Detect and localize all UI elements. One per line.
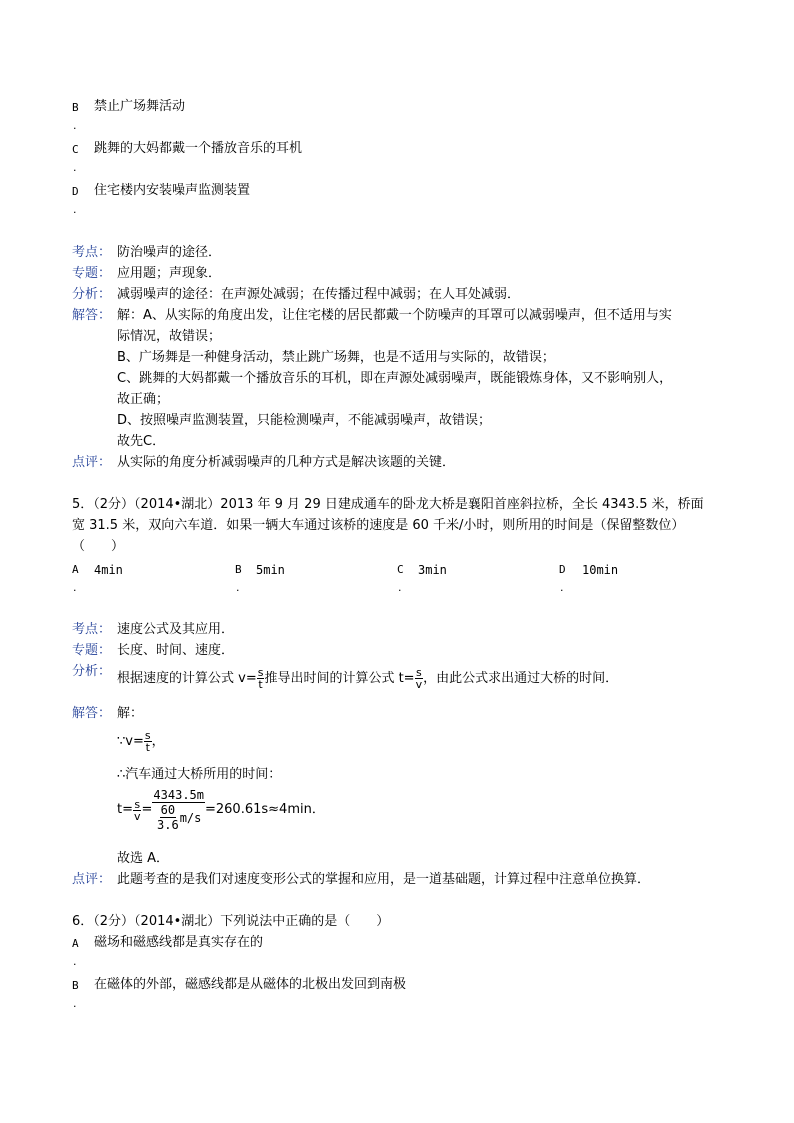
q5-stem-line-1: 5．（2分）（2014•湖北）2013 年 9 月 29 日建成通车的卧龙大桥是襄阳首座斜拉桥，全长 4343.5 米，桥面 bbox=[72, 497, 704, 512]
q4-option-b-text: 禁止广场舞活动 bbox=[94, 99, 186, 114]
q5-fenxi-part-2: 推导出时间的计算公式 t= bbox=[264, 671, 415, 686]
q4-jieda-line-3: B、广场舞是一种健身活动，禁止跳广场舞，也是不适用与实际的，故错误； bbox=[117, 350, 555, 365]
q5-calc-frac-main bbox=[152, 788, 205, 832]
frac-num: s bbox=[144, 729, 151, 742]
q5-calc-den-frac bbox=[156, 803, 180, 832]
q5-fenxi-part-1: 根据速度的计算公式 v= bbox=[117, 671, 257, 686]
q6-option-a-dot: . bbox=[73, 955, 77, 968]
q5-calc-result: =260.61s≈4min． bbox=[205, 802, 325, 817]
frac-den: v bbox=[415, 678, 423, 691]
q4-option-b-letter: B bbox=[72, 101, 79, 114]
q5-calc-prefix: t= bbox=[117, 802, 133, 817]
q5-answer: 故选 A． bbox=[117, 851, 170, 866]
q4-dianping: 从实际的角度分析减弱噪声的几种方式是解决该题的关键． bbox=[117, 455, 456, 470]
q6-option-a-text: 磁场和磁感线都是真实存在的 bbox=[94, 935, 264, 950]
q5-option-d-text: 10min bbox=[582, 563, 619, 577]
q5-dianping: 此题考查的是我们对速度变形公式的掌握和应用，是一道基础题，计算过程中注意单位换算． bbox=[117, 872, 651, 887]
q5-because-text: ∵v= bbox=[117, 734, 144, 749]
q5-therefore: ∴汽车通过大桥所用的时间： bbox=[117, 767, 282, 782]
q4-jieda-line-2: 际情况，故错误； bbox=[117, 329, 222, 344]
q4-option-d-dot: . bbox=[73, 203, 77, 216]
q5-option-d-dot: . bbox=[560, 581, 564, 594]
q4-jieda-label: 解答： bbox=[72, 308, 112, 323]
q4-jieda-line-6: D、按照噪声监测装置，只能检测噪声，不能减弱噪声，故错误； bbox=[117, 413, 492, 428]
q5-option-a-letter: A bbox=[72, 563, 79, 576]
q4-zhuanti: 应用题；声现象． bbox=[117, 266, 222, 281]
q5-option-a-dot: . bbox=[73, 581, 77, 594]
q5-calc-num: 4343.5m bbox=[153, 788, 204, 802]
q4-zhuanti-label: 专题： bbox=[72, 266, 112, 281]
q5-kaodian-label: 考点： bbox=[72, 622, 112, 637]
q5-calc-eq: = bbox=[141, 802, 153, 817]
q5-jieda-label: 解答： bbox=[72, 706, 112, 721]
q4-option-d-letter: D bbox=[72, 185, 79, 198]
q5-option-c-letter: C bbox=[397, 563, 404, 576]
frac-num: 60 bbox=[160, 803, 176, 817]
q4-option-c-text: 跳舞的大妈都戴一个播放音乐的耳机 bbox=[94, 141, 303, 156]
q4-kaodian-label: 考点： bbox=[72, 245, 112, 260]
q6-option-a-letter: A bbox=[72, 937, 79, 950]
q4-jieda-line-5: 故正确； bbox=[117, 392, 170, 407]
q4-jieda-line-1: 解：A、从实际的角度出发，让住宅楼的居民都戴一个防噪声的耳罩可以减弱噪声，但不适用与实 bbox=[117, 308, 672, 323]
q5-fenxi-part-3: ，由此公式求出通过大桥的时间． bbox=[423, 671, 619, 686]
q4-kaodian: 防治噪声的途径． bbox=[117, 245, 222, 260]
q4-option-b-dot: . bbox=[73, 119, 77, 132]
q5-calc-frac-sv bbox=[133, 799, 142, 822]
q5-dianping-label: 点评： bbox=[72, 872, 112, 887]
q5-zhuanti-label: 专题： bbox=[72, 643, 112, 658]
q4-option-c-letter: C bbox=[72, 143, 79, 156]
q5-because-end: ， bbox=[151, 734, 165, 749]
q5-calculation bbox=[117, 788, 325, 832]
q5-jie: 解： bbox=[117, 706, 144, 721]
q5-option-b-text: 5min bbox=[256, 563, 285, 577]
q6-option-b-text: 在磁体的外部，磁感线都是从磁体的北极出发回到南极 bbox=[94, 977, 407, 992]
frac-den: 3.6 bbox=[157, 818, 179, 832]
q5-calc-den-unit: m/s bbox=[179, 810, 202, 825]
q5-fenxi-frac-t bbox=[415, 667, 424, 690]
frac-num: s bbox=[415, 666, 422, 679]
q4-dianping-label: 点评： bbox=[72, 455, 112, 470]
q5-kaodian: 速度公式及其应用． bbox=[117, 622, 235, 637]
q4-fenxi: 减弱噪声的途径：在声源处减弱；在传播过程中减弱；在人耳处减弱． bbox=[117, 287, 521, 302]
q5-because bbox=[117, 727, 165, 757]
q4-jieda-line-4: C、跳舞的大妈都戴一个播放音乐的耳机，即在声源处减弱噪声，既能锻炼身体，又不影响别人， bbox=[117, 371, 673, 386]
q5-option-c-text: 3min bbox=[418, 563, 447, 577]
q5-stem-line-2: 宽 31.5 米，双向六车道．如果一辆大车通过该桥的速度是 60 千米/小时，则所用的时间是（保留整数位） bbox=[72, 518, 685, 533]
q5-option-b-letter: B bbox=[235, 563, 242, 576]
q5-option-b-dot: . bbox=[236, 581, 240, 594]
q4-option-d-text: 住宅楼内安装噪声监测装置 bbox=[94, 183, 251, 198]
frac-num: s bbox=[134, 797, 141, 811]
q5-option-d-letter: D bbox=[559, 563, 566, 576]
frac-num: s bbox=[257, 666, 264, 679]
q5-because-frac bbox=[144, 730, 152, 753]
frac-den: v bbox=[134, 809, 141, 823]
q4-fenxi-label: 分析： bbox=[72, 287, 112, 302]
q5-option-a-text: 4min bbox=[94, 563, 123, 577]
q5-stem-line-3: （ ） bbox=[72, 539, 125, 554]
q5-calc-den bbox=[155, 803, 202, 832]
q6-option-b-letter: B bbox=[72, 979, 79, 992]
q5-zhuanti: 长度、时间、速度． bbox=[117, 643, 235, 658]
q5-fenxi-label: 分析： bbox=[72, 664, 112, 679]
q5-option-c-dot: . bbox=[398, 581, 402, 594]
q4-option-c-dot: . bbox=[73, 161, 77, 174]
frac-den: t bbox=[145, 741, 150, 754]
q6-option-b-dot: . bbox=[73, 997, 77, 1010]
q4-jieda-line-7: 故先C． bbox=[117, 434, 166, 449]
q6-stem: 6．（2分）（2014•湖北）下列说法中正确的是（ ） bbox=[72, 914, 390, 929]
q5-fenxi bbox=[117, 664, 618, 694]
frac-den: t bbox=[258, 678, 263, 691]
